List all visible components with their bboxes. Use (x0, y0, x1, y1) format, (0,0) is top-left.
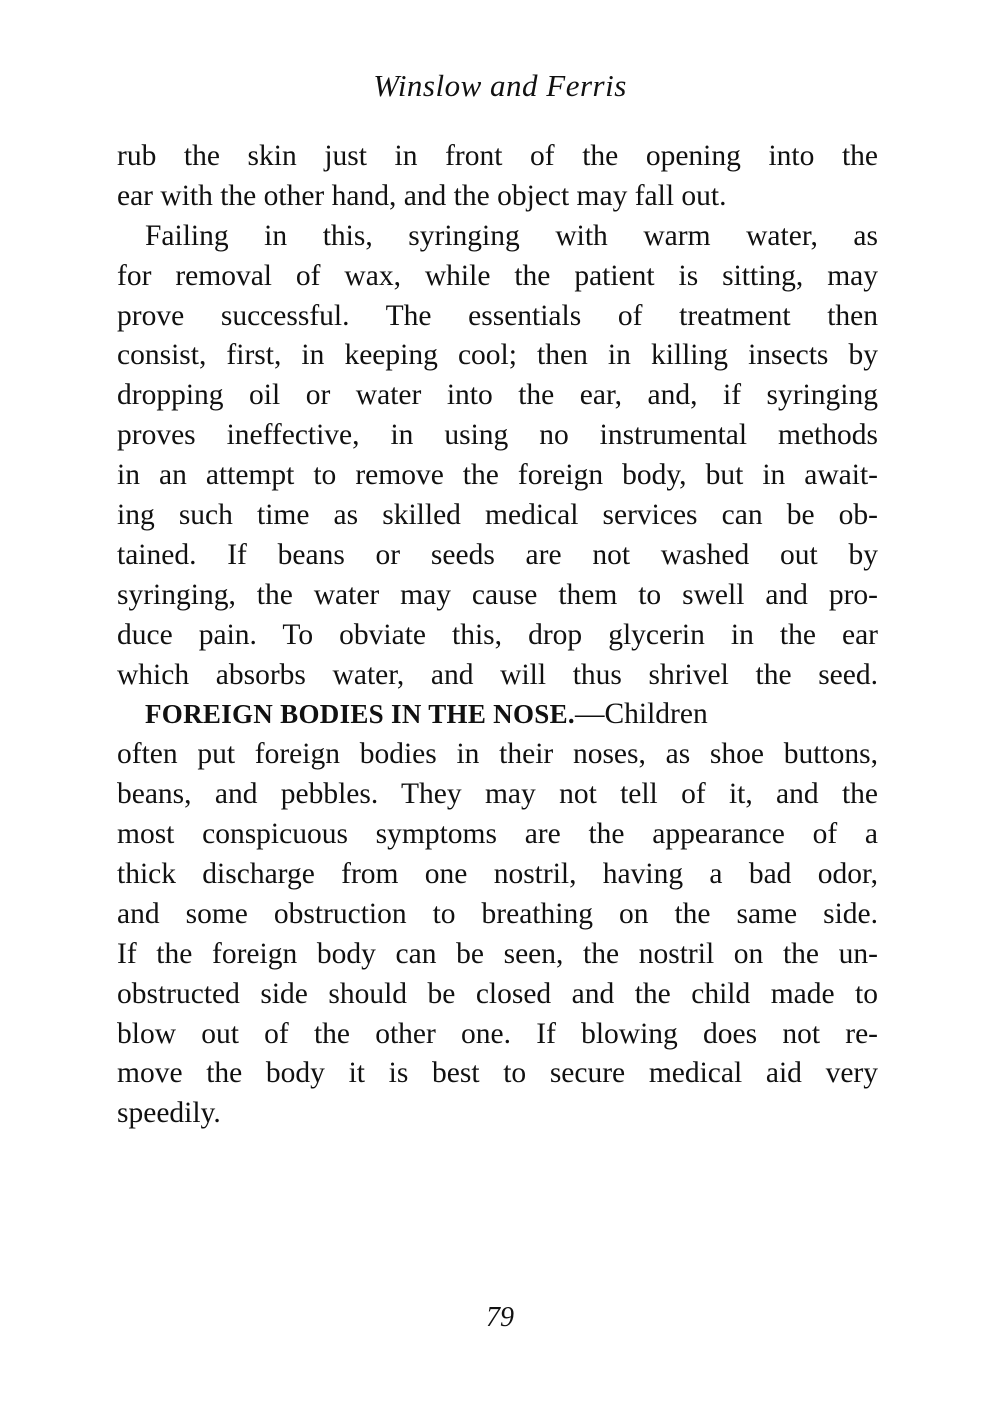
text-line: ing such time as skilled medical services can be ob- (117, 499, 878, 532)
text-fragment: —Children (574, 698, 708, 731)
text-line: most conspicuous symptoms are the appearance of a (117, 818, 878, 851)
text-line: consist, first, in keeping cool; then in killing insects by (117, 339, 878, 372)
text-line: Failing in this, syringing with warm water, as (145, 219, 878, 252)
text-line: syringing, the water may cause them to swell and pro- (117, 578, 878, 611)
text-line: beans, and pebbles. They may not tell of it, and the (117, 778, 878, 811)
text-line: often put foreign bodies in their noses, as shoe buttons, (117, 738, 878, 771)
text-line: for removal of wax, while the patient is sitting, may (117, 259, 878, 292)
text-line: proves ineffective, in using no instrumental methods (117, 419, 878, 452)
text-line: and some obstruction to breathing on the same side. (117, 897, 878, 930)
text-line: speedily. (117, 1097, 221, 1130)
running-header: Winslow and Ferris (373, 68, 627, 103)
text-line: thick discharge from one nostril, having a bad odor, (117, 858, 878, 891)
text-line: If the foreign body can be seen, the nostril on the un- (117, 937, 878, 970)
text-line: blow out of the other one. If blowing does not re- (117, 1017, 878, 1050)
page-number: 79 (486, 1302, 514, 1333)
text-line: duce pain. To obviate this, drop glycerin in the ear (117, 618, 878, 651)
text-line: prove successful. The essentials of treatment then (117, 299, 878, 332)
text-line: dropping oil or water into the ear, and, if syringing (117, 379, 878, 412)
text-line: in an attempt to remove the foreign body, but in await- (117, 459, 878, 492)
text-line: tained. If beans or seeds are not washed out by (117, 538, 878, 571)
text-line: obstructed side should be closed and the child made to (117, 977, 878, 1010)
body-text (117, 137, 878, 1134)
text-line: rub the skin just in front of the opening into the (117, 140, 878, 172)
text-line: which absorbs water, and will thus shrivel the seed. (117, 658, 878, 691)
section-heading-line (117, 695, 878, 735)
section-heading: FOREIGN BODIES IN THE NOSE. (145, 699, 575, 730)
text-line: move the body it is best to secure medical aid very (117, 1057, 878, 1090)
text-line: ear with the other hand, and the object may fall out. (117, 179, 727, 212)
